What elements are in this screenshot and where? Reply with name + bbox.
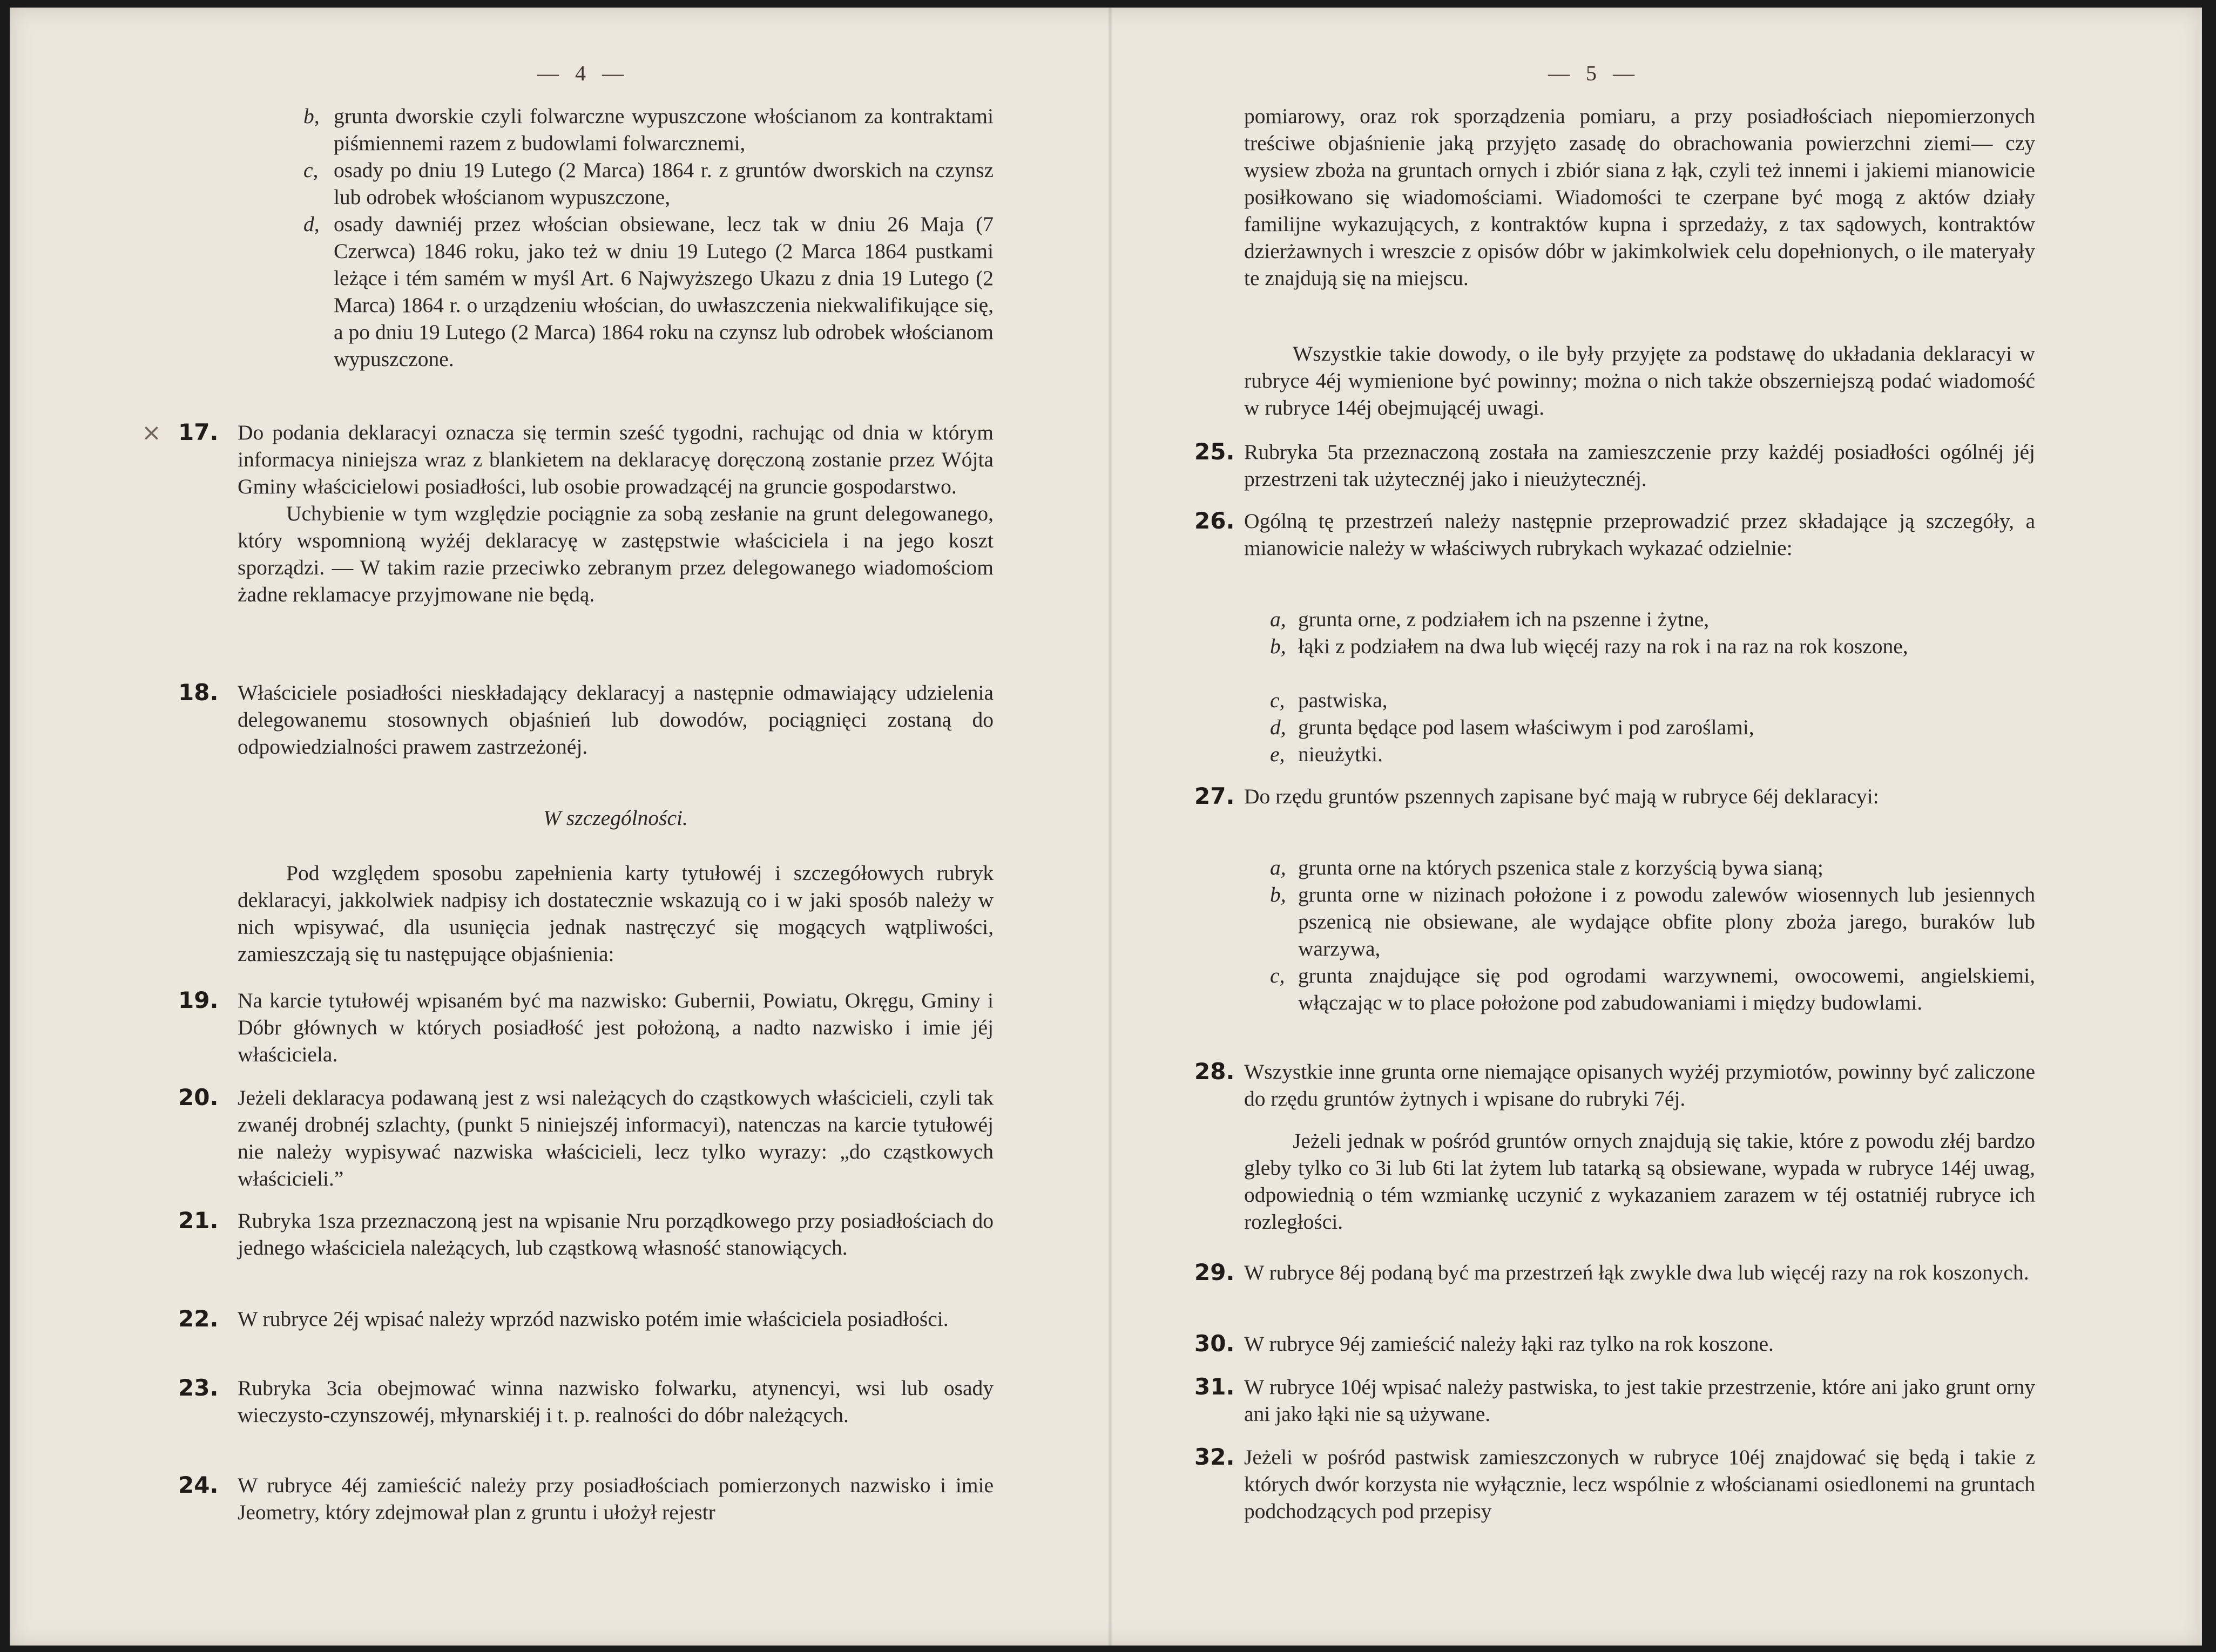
list-item: grunta znajdujące się pod ogrodami warzywnemi, owocowemi, angielskiemi, włączając w to place położone pod zabudowaniami i między budowlami. [1298, 964, 2035, 1014]
section-number: 32. [1194, 1444, 1235, 1470]
list-letter: a, [1270, 856, 1286, 879]
section-32: Jeżeli w pośród pastwisk zamieszczonych w rubryce 10éj znajdować się będą i takie z których dwór korzysta nie wyłącznie, lecz wspólnie z włościanami osiedlonemi na gruntach podchodzących pod przepisy [1244, 1445, 2035, 1523]
list-item: grunta orne na których pszenica stale z korzyścią bywa sianą; [1298, 856, 1823, 879]
page-number: — 5 — [1548, 61, 1640, 85]
section-number: 29. [1194, 1259, 1235, 1285]
paragraph: Uchybienie w tym względzie pociągnie za sobą zesłanie na grunt delegowanego, który wspomnioną wyżéj deklaracyę w zastępstwie właściciela i na jego koszt sporządzi. — W takim razie przeciwko zebranym przez delegowanego wiadomościom żadne reklamacye przyjmowane nie będą. [238, 502, 994, 606]
list-letter: d, [1270, 715, 1286, 739]
paragraph: Wszystkie inne grunta orne niemające opisanych wyżéj przymiotów, powinny być zaliczone do rzędu gruntów żytnych i wpisane do rubryki 7éj. [1244, 1060, 2035, 1111]
section-number: 24. [178, 1472, 219, 1498]
section-24: W rubryce 4éj zamieścić należy przy posiadłościach pomierzonych nazwisko i imie Jeometry, który zdejmował plan z gruntu i ułożył rejestr [238, 1473, 994, 1524]
section-number: 21. [178, 1207, 219, 1234]
section-number: 28. [1194, 1058, 1235, 1085]
list-letter: c, [303, 158, 319, 182]
paragraph: Do podania deklaracyi oznacza się termin sześć tygodni, rachując od dnia w którym informacya niniejsza wraz z blankietem na deklaracyę doręczoną zostanie przez Wójta Gminy właścicielowi posiadłości, lub osobie prowadzącéj na gruncie gospodarstwo. [238, 421, 994, 498]
list-item: grunta orne, z podziałem ich na pszenne i żytne, [1298, 607, 1710, 631]
list-letter: d, [303, 212, 320, 236]
list-letter: b, [303, 104, 320, 128]
page-number: — 4 — [537, 61, 629, 85]
list-item: grunta dworskie czyli folwarczne wypuszczone włościanom za kontraktami piśmiennemi razem z budowlami folwarcznemi, [334, 104, 994, 155]
margin-mark: × [141, 419, 161, 446]
section-27: Do rzędu gruntów pszennych zapisane być mają w rubryce 6éj deklaracyi: [1244, 784, 1879, 808]
paragraph: Jeżeli jednak w pośród gruntów ornych znajdują się takie, które z powodu złéj bardzo gleby tylko co 3i lub 6ti lat żytem lub tatarką są obsiewane, wypada w rubryce 14éj uwag, odpowiednią o tém wzmiankę uczynić z wykazaniem zarazem w téj ostatniéj rubryce ich rozległości. [1244, 1129, 2035, 1234]
intro-paragraph: Pod względem sposobu zapełnienia karty tytułowéj i szczegółowych rubryk deklaracyi, jakkolwiek nadpisy ich dostatecznie wskazują co i w jaki sposób należy w nich wpisywać, dla usunięcia jednak nastręczyć się mogących wątpliwości, zamieszczają się tu następujące objaśnienia: [238, 861, 994, 966]
section-18: Właściciele posiadłości nieskładający deklaracyj a następnie odmawiający udzielenia delegowanemu stosownych objaśnień lub dowodów, pociągnięci zostaną do odpowiedzialności prawem zastrzeżonéj. [238, 681, 994, 759]
section-number: 20. [178, 1084, 219, 1111]
section-number: 23. [178, 1375, 219, 1401]
section-23: Rubryka 3cia obejmować winna nazwisko folwarku, atynencyi, wsi lub osady wieczysto-czynszowéj, młynarskiéj i t. p. realności do dóbr należących. [238, 1376, 994, 1427]
section-31: W rubryce 10éj wpisać należy pastwiska, to jest takie przestrzenie, które ani jako grunt orny ani jako łąki nie są używane. [1244, 1375, 2035, 1426]
section-number: 30. [1194, 1330, 1235, 1357]
section-20: Jeżeli deklaracya podawaną jest z wsi należących do cząstkowych właścicieli, czyli tak zwanéj drobnéj szlachty, (punkt 5 niniejszéj informacyi), natenczas na karcie tytułowéj nie należy wypisywać nazwiska właścicieli, lecz tylko wyrazy: „do cząstkowych właścicieli.” [238, 1086, 994, 1190]
section-number: 19. [178, 987, 219, 1013]
section-19: Na karcie tytułowéj wpisaném być ma nazwisko: Gubernii, Powiatu, Okręgu, Gminy i Dóbr głównych w których posiadłość jest położoną, a nadto nazwisko i imie jéj właściciela. [238, 989, 994, 1066]
section-26: Ogólną tę przestrzeń należy następnie przeprowadzić przez składające ją szczegóły, a mianowicie należy w właściwych rubrykach wykazać odzielnie: [1244, 509, 2035, 560]
list-letter: c, [1270, 688, 1285, 712]
section-number: 25. [1194, 438, 1235, 465]
section-21: Rubryka 1sza przeznaczoną jest na wpisanie Nru porządkowego przy posiadłościach do jednego właściciela należących, lub cząstkową własność stanowiących. [238, 1209, 994, 1260]
list-letter: a, [1270, 607, 1286, 631]
section-number: 18. [178, 679, 219, 706]
section-number: 22. [178, 1305, 219, 1332]
section-25: Rubryka 5ta przeznaczoną została na zamieszczenie przy każdéj posiadłości ogólnéj jéj przestrzeni tak użytecznéj jako i nieużytecznéj. [1244, 440, 2035, 491]
list-letter: b, [1270, 883, 1286, 906]
list-item: osady dawniéj przez włościan obsiewane, lecz tak w dniu 26 Maja (7 Czerwca) 1846 roku, jako też w dniu 19 Lutego (2 Marca 1864 pustkami leżące i tém samém w myśl Art. 6 Najwyższego Ukazu z dnia 19 Lutego (2 Marca) 1864 r. o urządzeniu włościan, do uwłaszczenia niekwalifikujące się, a po dniu 19 Lutego (2 Marca) 1864 roku na czynsz lub odrobek włościanom wypuszczone. [334, 212, 994, 371]
section-17 [238, 419, 994, 608]
list-item: nieużytki. [1298, 742, 1383, 766]
page-fold [1108, 8, 1112, 1646]
section-30: W rubryce 9éj zamieścić należy łąki raz tylko na rok koszone. [1244, 1332, 1774, 1356]
list-item: pastwiska, [1298, 688, 1388, 712]
section-number: 27. [1194, 783, 1235, 809]
section-28 [1244, 1058, 2035, 1235]
section-number: 31. [1194, 1373, 1235, 1400]
section-heading: W szczególności. [543, 806, 688, 830]
continuation-paragraph: pomiarowy, oraz rok sporządzenia pomiaru, a przy posiadłościach niepomierzonych treściwe objaśnienie jaką przyjęto zasadę do obrachowania powierzchni ziemi— czy wysiew zboża na gruntach ornych i zbiór siana z łąk, czyli też innemi i jakiemi mianowicie posiłkowano się wiadomościami. Wiadomości te czerpane być mogą z aktów działy familijne wykazujących, z kontraktów kupna i sprzedaży, z tax sądowych, kontraktów dzierżawnych i wreszcie z opisów dóbr w jakimkolwiek celu dopełnionych, o ile materyały te znajdują się na miejscu. [1244, 104, 2035, 290]
list-item: grunta będące pod lasem właściwym i pod zaroślami, [1298, 715, 1754, 739]
list-item: osady po dniu 19 Lutego (2 Marca) 1864 r. z gruntów dworskich na czynsz lub odrobek włościanom wypuszczone, [334, 158, 994, 209]
list-letter: e, [1270, 742, 1285, 766]
list-letter: b, [1270, 634, 1286, 658]
list-item: grunta orne w nizinach położone i z powodu zalewów wiosennych lub jesiennych pszenicą nie obsiewane, ale wydające obfite plony zboża jarego, buraków lub warzywa, [1298, 883, 2035, 960]
section-29: W rubryce 8éj podaną być ma przestrzeń łąk zwykle dwa lub więcéj razy na rok koszonych. [1244, 1261, 2029, 1284]
section-number: 26. [1194, 507, 1235, 534]
section-number: 17. [178, 419, 219, 445]
list-letter: c, [1270, 964, 1285, 987]
continuation-paragraph: Wszystkie takie dowody, o ile były przyjęte za podstawę do układania deklaracyi w rubryce 4éj wymienione być powinny; można o nich także obszerniejszą podać wiadomość w rubryce 14éj obejmującéj uwagi. [1244, 342, 2035, 419]
list-item: łąki z podziałem na dwa lub więcéj razy na rok i na raz na rok koszone, [1298, 634, 1908, 658]
section-22: W rubryce 2éj wpisać należy wprzód nazwisko potém imie właściciela posiadłości. [238, 1307, 949, 1331]
